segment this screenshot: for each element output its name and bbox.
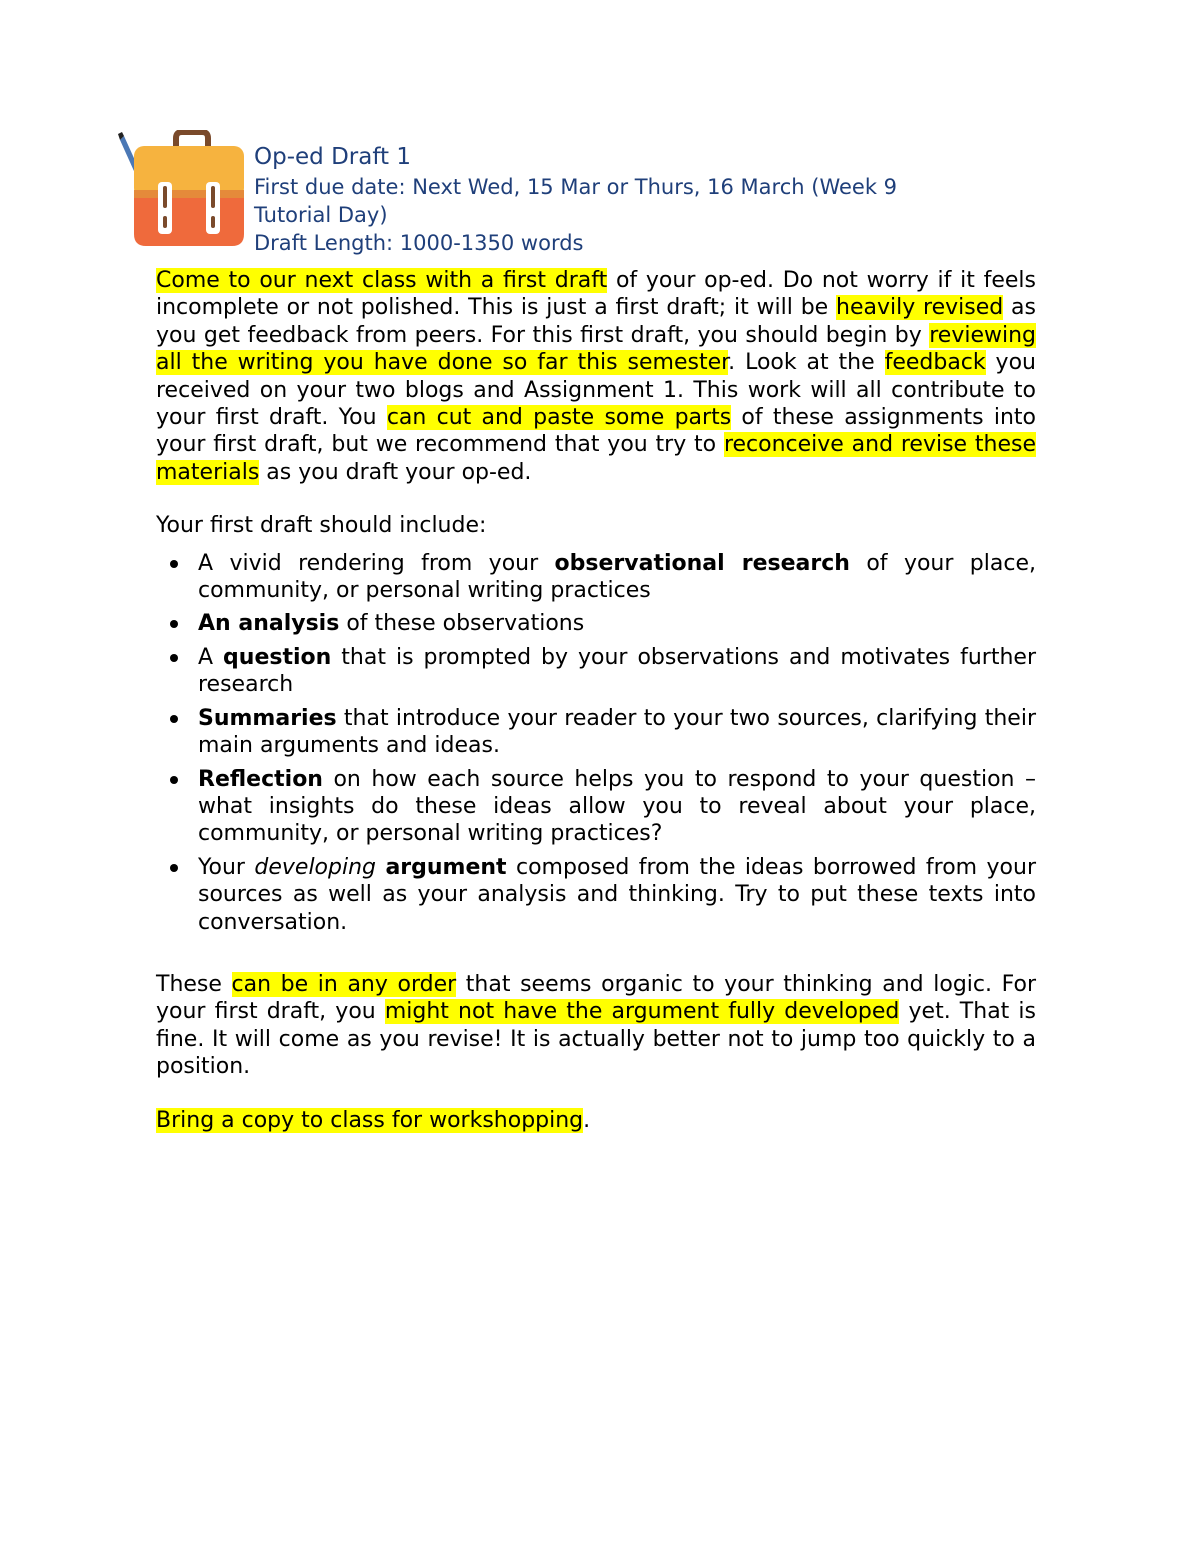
bold-term: Summaries — [198, 705, 337, 731]
text-span: as you get feedback from peers. For this first draft, you should begin by — [156, 295, 1036, 348]
text-span: on how each source helps you to respond to your question – what insights do these ideas allow you to reveal about your place, community, or personal writing practices? — [198, 766, 1036, 847]
highlight: Come to our next class with a first draft — [156, 268, 608, 293]
text-span: of these assignments into your first draft, but we recommend that you try to — [156, 405, 1036, 458]
bold-term: An analysis — [198, 611, 340, 637]
include-heading: Your first draft should include: — [156, 513, 487, 539]
assignment-header — [254, 141, 1054, 257]
highlight: reviewing all the writing you have done so far this semester — [156, 322, 1036, 376]
text-span: A vivid rendering from your — [198, 550, 555, 576]
bullet-icon — [170, 715, 178, 723]
text-span: yet. That is fine. It will come as you revise! It is actually better not to jump too quickly to a position. — [156, 999, 1036, 1080]
bullet-icon — [170, 560, 178, 568]
text-span: . Look at the — [728, 350, 885, 376]
text-span: as you draft your op-ed. — [259, 459, 532, 485]
list-item — [156, 610, 1036, 637]
draft-length: Draft Length: 1000-1350 words — [254, 231, 584, 255]
list-item — [156, 705, 1036, 760]
text-span: that seems organic to your thinking and logic. For your first draft, you — [156, 971, 1036, 1025]
requirements-list — [156, 550, 1036, 936]
intro-paragraph — [156, 267, 1036, 486]
due-date-line-1: First due date: Next Wed, 15 Mar or Thurs, 16 March (Week 9 — [254, 175, 898, 199]
order-paragraph — [156, 971, 1036, 1081]
bold-term: argument — [385, 854, 507, 880]
list-item — [156, 644, 1036, 699]
bold-term: Reflection — [198, 766, 323, 792]
list-item — [156, 854, 1036, 936]
bullet-icon — [170, 654, 178, 662]
italic-term: developing — [254, 854, 377, 880]
highlight: feedback — [884, 350, 986, 376]
highlight: might not have the argument fully developed — [384, 999, 900, 1025]
bullet-icon — [170, 620, 178, 628]
list-item — [156, 766, 1036, 848]
list-item — [156, 550, 1036, 605]
text-span: of your place, community, or personal writing practices — [198, 550, 1036, 604]
text-span: of your op-ed. Do not worry if it feels incomplete or not polished. This is just a first draft; it will be — [156, 268, 1036, 321]
text-span: you received on your two blogs and Assignment 1. This work will all contribute to your first draft. You — [156, 350, 1036, 431]
document-body — [156, 267, 1036, 1134]
text-span: A — [198, 644, 224, 670]
text-span: that is prompted by your observations and motivates further research — [198, 644, 1037, 698]
bullet-icon — [170, 864, 178, 872]
text-span: Your — [198, 854, 255, 880]
bold-term: observational research — [554, 550, 850, 576]
backpack-icon — [118, 130, 246, 250]
text-span: . — [583, 1107, 591, 1133]
highlight: reconceive and revise these materials — [156, 432, 1036, 485]
text-span: of these observations — [339, 611, 585, 637]
text-span: that introduce your reader to your two sources, clarifying their main arguments and ideas. — [198, 705, 1036, 759]
bullet-icon — [170, 776, 178, 784]
page-title: Op-ed Draft 1 — [254, 144, 411, 170]
text-span: composed from the ideas borrowed from your sources as well as your analysis and thinking. Try to put these texts into conversation. — [198, 854, 1036, 935]
highlight: can cut and paste some parts — [386, 405, 732, 431]
due-date-line-2: Tutorial Day) — [254, 203, 388, 227]
highlight: heavily revised — [836, 295, 1004, 321]
bold-term: question — [223, 644, 332, 670]
highlight: can be in any order — [231, 971, 457, 997]
closing-paragraph — [156, 1107, 1036, 1134]
highlight: Bring a copy to class for workshopping — [156, 1107, 584, 1133]
text-span: These — [156, 971, 232, 997]
